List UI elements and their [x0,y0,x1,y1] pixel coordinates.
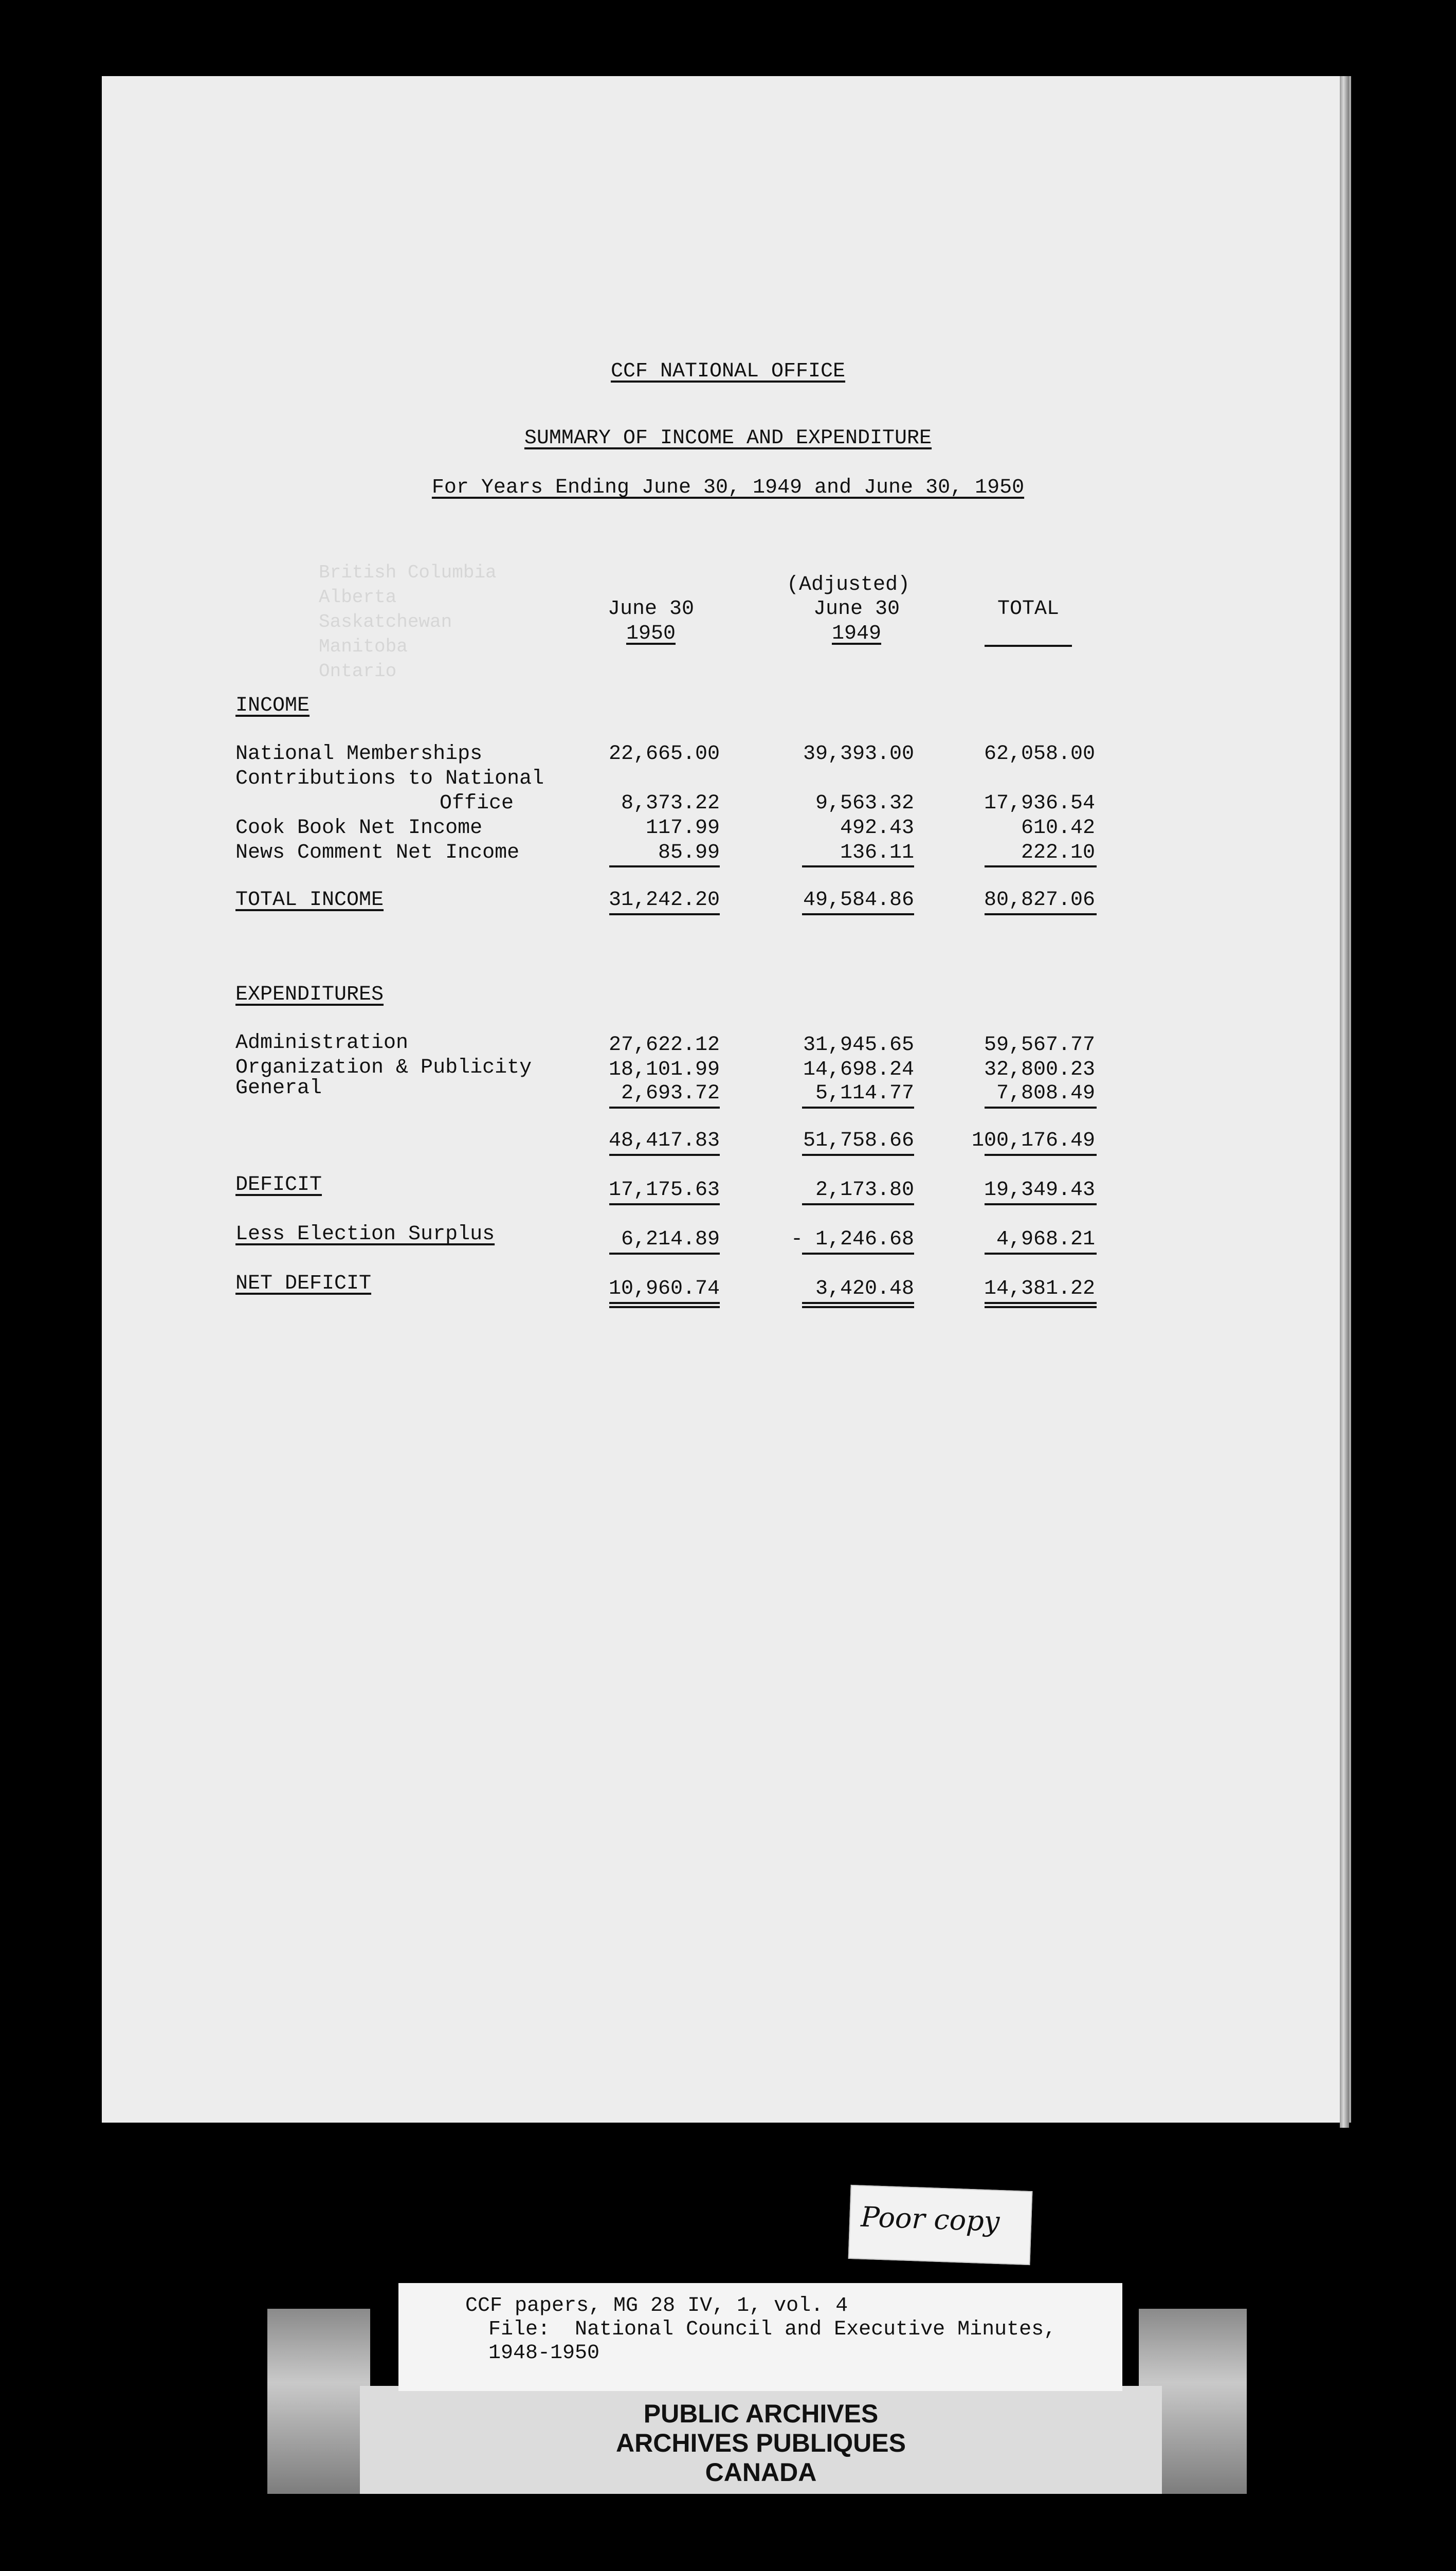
bleed-through: British Columbia Alberta Saskatchewan Manitoba Ontario [319,562,497,682]
income-row-label: National Memberships [235,743,483,766]
col2-header-line2: 1949 [831,622,881,645]
income-row-total: 222.10 [1021,841,1095,864]
total-income-1949: 49,584.86 [803,889,914,912]
archive-ref-line1: CCF papers, MG 28 IV, 1, vol. 4 [465,2294,848,2317]
election-surplus-rule [609,1253,720,1255]
election-surplus-1950: 6,214.89 [621,1228,720,1251]
total-income-rule [802,913,914,915]
income-row-label: News Comment Net Income [235,841,520,864]
deficit-label: DEFICIT [235,1173,322,1197]
total-income-1950: 31,242.20 [608,889,720,912]
net-deficit-rule [802,1302,914,1304]
total-income-label: TOTAL INCOME [235,889,384,912]
net-deficit-rule [802,1306,914,1308]
expenditure-row-1950: 27,622.12 [608,1034,720,1057]
income-row-total: 62,058.00 [984,743,1095,766]
page-edge [1340,76,1349,2128]
total-income-rule [609,913,720,915]
total-expenditures-total: 100,176.49 [971,1129,1095,1152]
expenditure-subtotal-rule [609,1107,720,1109]
net-deficit-1949: 3,420.48 [815,1277,914,1300]
income-row-total: 610.42 [1021,817,1095,840]
total-expenditures-rule [985,1154,1097,1156]
election-surplus-rule [985,1253,1097,1255]
income-subtotal-rule [609,865,720,867]
expenditure-subtotal-rule [802,1107,914,1109]
expenditure-row-1949: 31,945.65 [803,1034,914,1057]
income-row-1949: 492.43 [840,817,914,840]
income-row-label: Contributions to National [235,767,544,790]
expenditure-subtotal-rule [985,1107,1097,1109]
election-surplus-total: 4,968.21 [996,1228,1095,1251]
archive-ref-line2: File: National Council and Executive Minutes, [488,2318,1057,2341]
deficit-rule [985,1203,1097,1205]
col1-header-line1: June 30 [607,598,695,621]
election-surplus-1949: - 1,246.68 [790,1228,914,1251]
expenditure-row-total: 7,808.49 [996,1082,1095,1105]
income-row-1949: 136.11 [840,841,914,864]
expenditure-row-label: General [235,1077,322,1100]
income-row-1949: 39,393.00 [803,743,914,766]
archive-ref-line3: 1948-1950 [488,2342,600,2365]
income-subtotal-rule [985,865,1097,867]
expenditures-heading: EXPENDITURES [235,983,384,1006]
poor-copy-note [848,2185,1033,2265]
net-deficit-1950: 10,960.74 [608,1277,720,1300]
net-deficit-rule [985,1306,1097,1308]
summary-title: SUMMARY OF INCOME AND EXPENDITURE [524,427,932,450]
total-income-rule [985,913,1097,915]
archive-stamp-line2: ARCHIVES PUBLIQUES [616,2429,906,2457]
deficit-1950: 17,175.63 [608,1179,720,1202]
poor-copy-text: Poor copy [860,2200,1000,2238]
total-income-total: 80,827.06 [984,889,1095,912]
expenditure-row-total: 59,567.77 [984,1034,1095,1057]
tape-left [267,2309,370,2494]
income-row-1950: 8,373.22 [621,792,720,815]
income-row-label: Cook Book Net Income [235,817,483,840]
archive-stamp-line3: CANADA [705,2458,817,2487]
col2-adjusted-note: (Adjusted) [786,573,911,596]
election-surplus-label: Less Election Surplus [235,1223,495,1246]
net-deficit-rule [609,1302,720,1304]
deficit-1949: 2,173.80 [815,1179,914,1202]
expenditure-row-1949: 5,114.77 [815,1082,914,1105]
net-deficit-rule [609,1306,720,1308]
net-deficit-rule [985,1302,1097,1304]
income-row-1950: 117.99 [645,817,720,840]
income-row-1950: 85.99 [658,841,720,864]
expenditure-row-1949: 14,698.24 [803,1058,914,1081]
election-surplus-rule [802,1253,914,1255]
expenditure-row-total: 32,800.23 [984,1058,1095,1081]
archive-stamp-line1: PUBLIC ARCHIVES [643,2399,879,2428]
period-title: For Years Ending June 30, 1949 and June 30, 1950 [431,476,1025,499]
expenditure-row-1950: 18,101.99 [608,1058,720,1081]
total-expenditures-rule [802,1154,914,1156]
expenditure-row-1950: 2,693.72 [621,1082,720,1105]
col1-header-line2: 1950 [626,622,676,645]
income-row-label-cont: Office [440,792,514,815]
col3-header-rule [985,645,1072,647]
total-expenditures-1949: 51,758.66 [803,1129,914,1152]
total-expenditures-rule [609,1154,720,1156]
income-heading: INCOME [235,694,310,717]
total-expenditures-1950: 48,417.83 [608,1129,720,1152]
net-deficit-label: NET DEFICIT [235,1272,372,1295]
expenditure-row-label: Administration [235,1031,409,1055]
income-row-total: 17,936.54 [984,792,1095,815]
deficit-total: 19,349.43 [984,1179,1095,1202]
deficit-rule [609,1203,720,1205]
deficit-rule [802,1203,914,1205]
income-row-1950: 22,665.00 [608,743,720,766]
office-title: CCF NATIONAL OFFICE [610,360,846,383]
col2-header-line1: June 30 [813,598,900,621]
col3-header: TOTAL [997,598,1060,621]
expenditure-row-label: Organization & Publicity [235,1056,532,1079]
net-deficit-total: 14,381.22 [984,1277,1095,1300]
income-row-1949: 9,563.32 [815,792,914,815]
income-subtotal-rule [802,865,914,867]
